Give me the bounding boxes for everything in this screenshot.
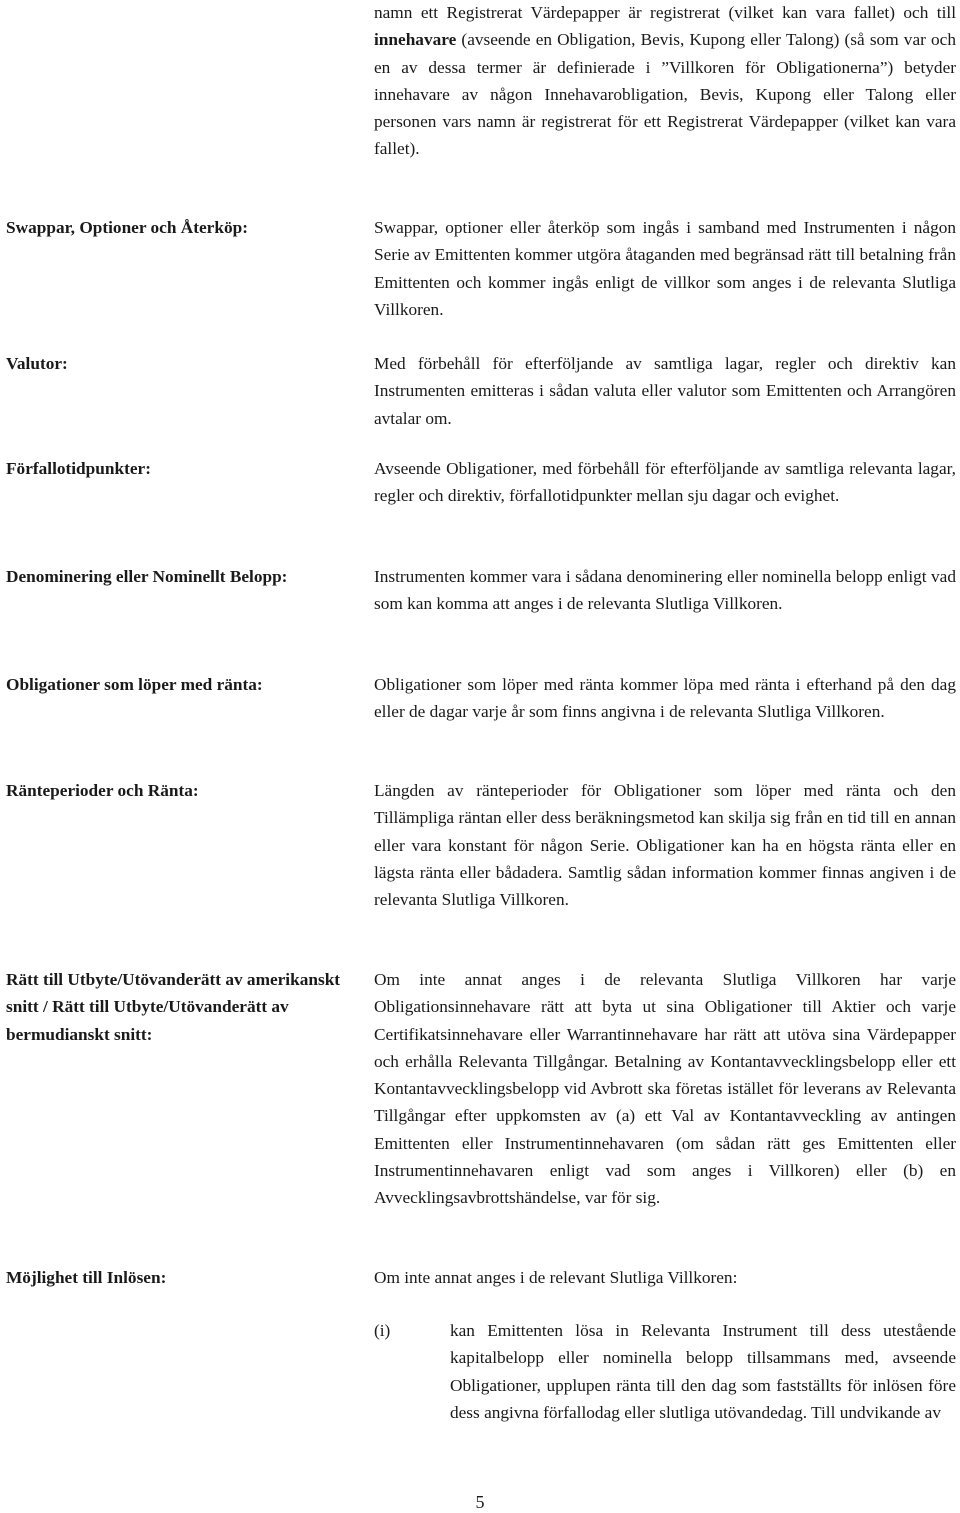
list-item-text: kan Emittenten lösa in Relevanta Instrument till dess utestående kapitalbelopp eller nominella belopp tillsammans med, avseende Obligationer, upplupen ränta till den dag som fastställts för inlösen före dess angivna förfallodag eller slutliga utövandedag. Till undvikande av (450, 1321, 956, 1422)
section-label-swaps: Swappar, Optioner och Återköp: (6, 218, 248, 237)
section-label-denomination: Denominering eller Nominellt Belopp: (6, 567, 288, 586)
section-label-redemption: Möjlighet till Inlösen: (6, 1268, 167, 1287)
section-text-currencies: Med förbehåll för efterföljande av samtliga lagar, regler och direktiv kan Instrumenten emitteras i sådan valuta eller valutor som Emittenten och Arrangören avtalar om. (374, 354, 956, 428)
section-label-currencies: Valutor: (6, 354, 68, 373)
intro-paragraph (374, 0, 956, 163)
intro-bold-term: innehavare (374, 30, 457, 50)
section-label-interest-periods: Ränteperioder och Ränta: (6, 781, 199, 800)
section-text-maturities: Avseende Obligationer, med förbehåll för efterföljande av samtliga relevanta lagar, regler och direktiv, förfallotidpunkter mellan sju dagar och evighet. (374, 459, 956, 506)
section-label-interest-bonds: Obligationer som löper med ränta: (6, 675, 263, 694)
list-item-marker: (i) (374, 1321, 391, 1340)
section-text-interest-periods: Längden av ränteperioder för Obligationer som löper med ränta och den Tillämpliga räntan eller dess beräkningsmetod kan skilja sig från en tid till en annan eller vara konstant för någon Serie. Obligationer kan ha en högsta ränta eller en lägsta ränta eller bådadera. Samtlig sådan information kommer finnas angiven i de relevanta Slutliga Villkoren. (374, 781, 956, 910)
intro-text-part2: (avseende en Obligation, Bevis, Kupong eller Talong) (så som var och en av dessa termer är definierade i ”Villkoren för Obligationerna”) betyder innehavare av någon Innehavarobligation, Bevis, Kupong eller Talong eller personen vars namn är registrerat för ett Registrerat Värdepapper (vilket kan vara fallet). (374, 30, 956, 159)
section-text-exchange-rights: Om inte annat anges i de relevanta Slutliga Villkoren har varje Obligationsinnehavare rätt att byta ut sina Obligationer till Aktier och varje Certifikatsinnehavare eller Warrantinnehavare har rätt att utöva sina Värdepapper och erhålla Relevanta Tillgångar. Betalning av Kontantavvecklingsbelopp eller ett Kontantavvecklingsbelopp vid Avbrott ska företas istället för leverans av Relevanta Tillgångar efter uppkomsten av (a) ett Val av Kontantavveckling av antingen Emittenten eller Instrumentinnehavaren (om sådan rätt ges Emittenten eller Instrumentinnehavaren enligt vad som anges i Villkoren) eller (b) en Avvecklingsavbrottshändelse, var för sig. (374, 970, 956, 1208)
page-number: 5 (475, 1492, 485, 1512)
section-label-maturities: Förfallotidpunkter: (6, 459, 151, 478)
section-label-exchange-rights: Rätt till Utbyte/Utövanderätt av amerikanskt snitt / Rätt till Utbyte/Utövanderätt av bermudianskt snitt: (6, 970, 341, 1044)
section-text-redemption: Om inte annat anges i de relevant Slutliga Villkoren: (374, 1268, 738, 1287)
intro-text-part1: namn ett Registrerat Värdepapper är registrerat (vilket kan vara fallet) och till (374, 3, 956, 22)
section-text-interest-bonds: Obligationer som löper med ränta kommer löpa med ränta i efterhand på den dag eller de dagar varje år som finns angivna i de relevanta Slutliga Villkoren. (374, 675, 956, 722)
section-text-denomination: Instrumenten kommer vara i sådana denominering eller nominella belopp enligt vad som kan komma att anges i de relevanta Slutliga Villkoren. (374, 567, 956, 614)
section-text-swaps: Swappar, optioner eller återköp som ingås i samband med Instrumenten i någon Serie av Emittenten kommer utgöra åtaganden med begränsad rätt till betalning från Emittenten och kommer ingås enligt de villkor som anges i de relevanta Slutliga Villkoren. (374, 218, 956, 319)
